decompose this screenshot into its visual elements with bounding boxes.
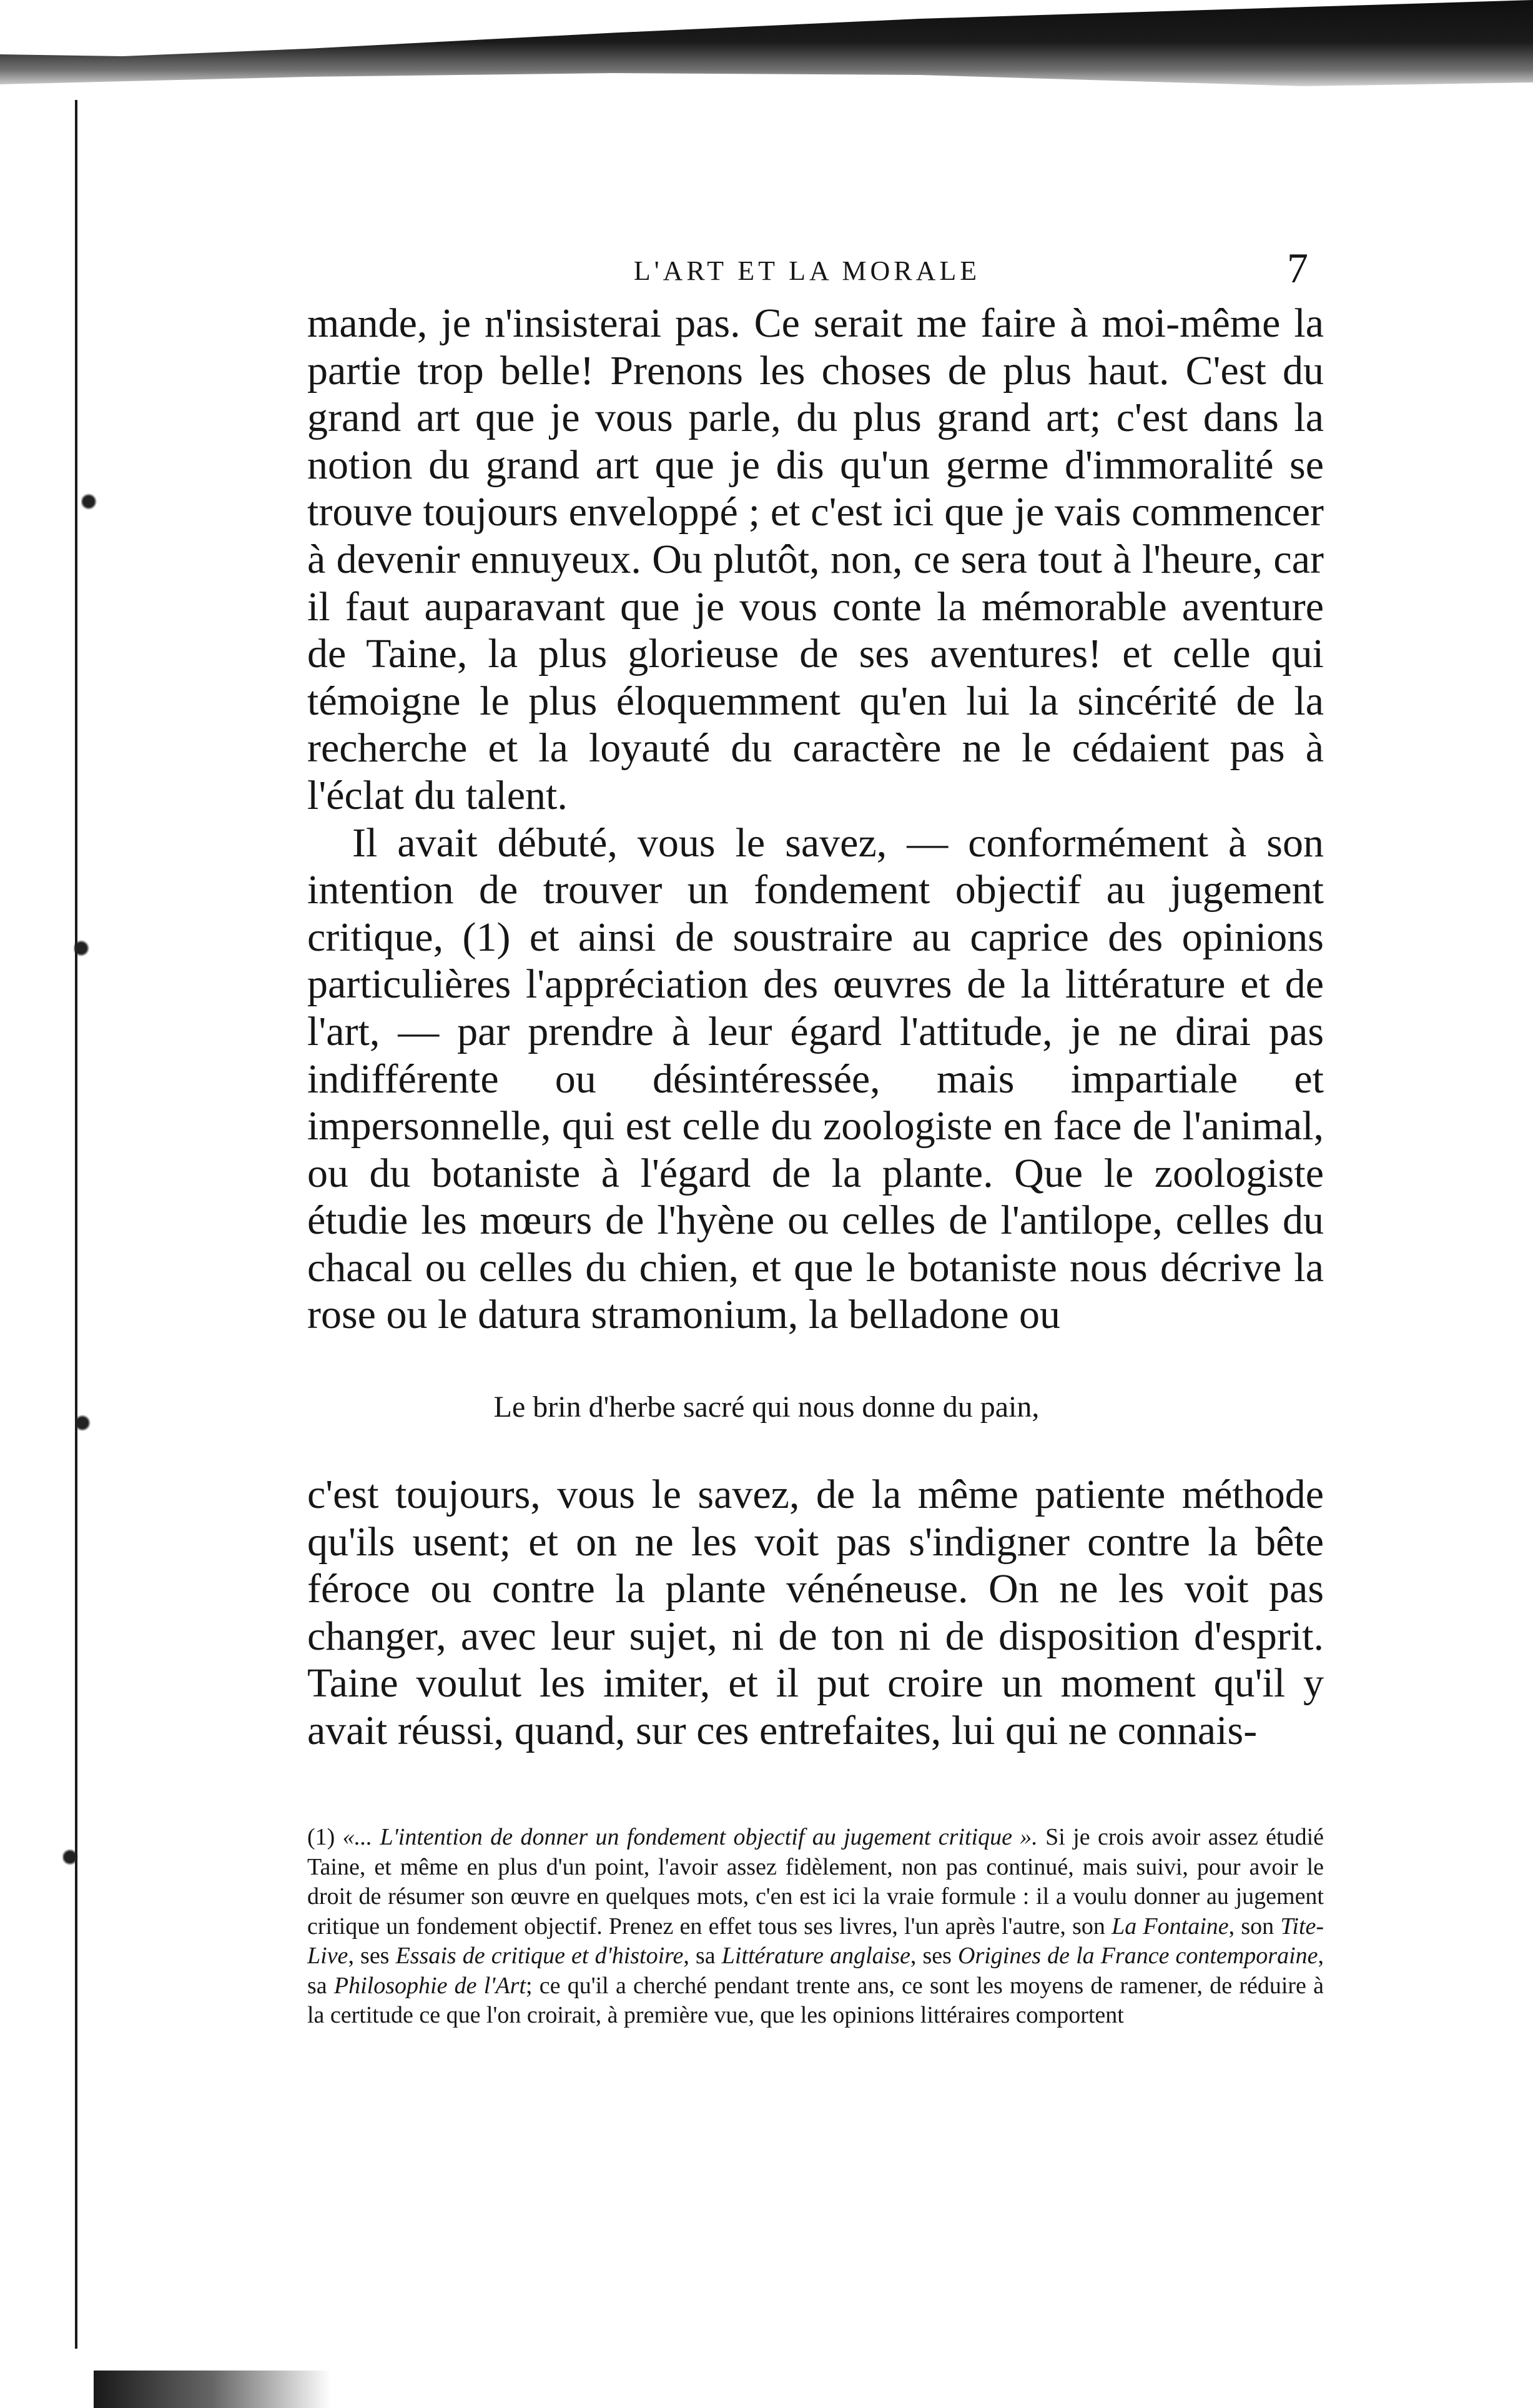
work-title: Littérature anglaise (721, 1943, 910, 1969)
footnote-marker: (1) (307, 1824, 335, 1850)
footnote-quote: «... L'intention de donner un fondement objectif au jugement critique ». (342, 1824, 1038, 1850)
footnote-separator: , sa (683, 1943, 716, 1969)
work-title: Essais de critique et d'histoire (395, 1943, 684, 1969)
body-text-continued (307, 1471, 1324, 1754)
running-head: L'ART ET LA MORALE (633, 255, 981, 286)
work-title: Philosophie de l'Art (333, 1972, 526, 1999)
footnote-separator: , ses (910, 1943, 952, 1969)
paragraph: c'est toujours, vous le savez, de la même patiente méthode qu'ils usent; et on ne les voit pas s'indigner contre la bête féroce ou contre la plante vénéneuse. On ne les voit pas changer, avec leur sujet, ni de ton ni de disposition d'esprit. Taine voulut les imiter, et il put croire un moment qu'il y avait réussi, quand, sur ces entrefaites, lui qui ne connais- (307, 1472, 1324, 1753)
paragraph: mande, je n'insisterai pas. Ce serait me faire à moi-même la partie trop belle! Prenons les choses de plus haut. C'est du grand art que je vous parle, du plus grand art; c'est dans la notion du grand art que je dis qu'un germe d'immoralité se trouve toujours enveloppé ; et c'est ici que je vais commencer à devenir ennuyeux. Ou plutôt, non, ce sera tout à l'heure, car il faut auparavant que je vous conte la mémorable aventure de Taine, la plus glorieuse de ses aventures! et celle qui témoigne le plus éloquemment qu'en lui la sincérité de la recherche et la loyauté du caractère ne le cédaient pas à l'éclat du talent. (307, 300, 1324, 818)
scan-margin-mark (74, 940, 92, 956)
scan-margin-mark (62, 1849, 81, 1865)
footnote (307, 1823, 1324, 2031)
footnote-separator: , ses (348, 1943, 390, 1969)
paragraph: Il avait débuté, vous le savez, — conformément à son intention de trouver un fondement objectif au jugement critique, (1) et ainsi de soustraire au caprice des opinions particulières l'appréciation des œuvres de la littérature et de l'art, — par prendre à leur égard l'attitude, je ne dirai pas indifférente ou désintéressée, mais impartiale et impersonnelle, qui est celle du zoologiste en face de l'animal, ou du botaniste à l'égard de la plante. Que le zoologiste étudie les mœurs de l'hyène ou celles de l'antilope, celles du chacal ou celles du chien, et que le botaniste nous décrive la rose ou le datura stramonium, la belladone ou (307, 820, 1324, 1338)
scan-top-edge (0, 0, 1533, 94)
work-title: Origines de la France contemporaine (958, 1943, 1318, 1969)
page-number: 7 (1287, 244, 1308, 292)
footnote-text: Si je crois avoir assez étudié Taine, et même en plus d'un point, l'avoir assez fidèlement, non pas continué, mais suivi, pour avoir le droit de résumer son œuvre en quelques mots, c'en est ici la vraie formule : il a voulu donner au jugement critique un fondement objectif. Prenez en effet tous ses livres, l'un après l'autre, son (307, 1824, 1324, 1940)
work-title: Tite-Live (307, 1913, 1324, 1969)
footnote-text: ; ce qu'il a cherché pendant trente ans, ce sont les moyens de ramener, de réduire à la certitude ce que l'on croirait, à première vue, que les opinions littéraires comportent (307, 1972, 1324, 2028)
verse-quotation: Le brin d'herbe sacré qui nous donne du pain, (493, 1390, 1040, 1424)
page-header (306, 244, 1308, 294)
work-title: La Fontaine (1112, 1913, 1229, 1940)
scan-margin-mark (81, 493, 100, 510)
scan-bottom-edge (94, 2371, 331, 2408)
body-text (307, 300, 1324, 1339)
footnote-separator: , sa (307, 1943, 1324, 1999)
scan-gutter-line (75, 100, 77, 2349)
footnote-separator: , son (1228, 1913, 1274, 1940)
